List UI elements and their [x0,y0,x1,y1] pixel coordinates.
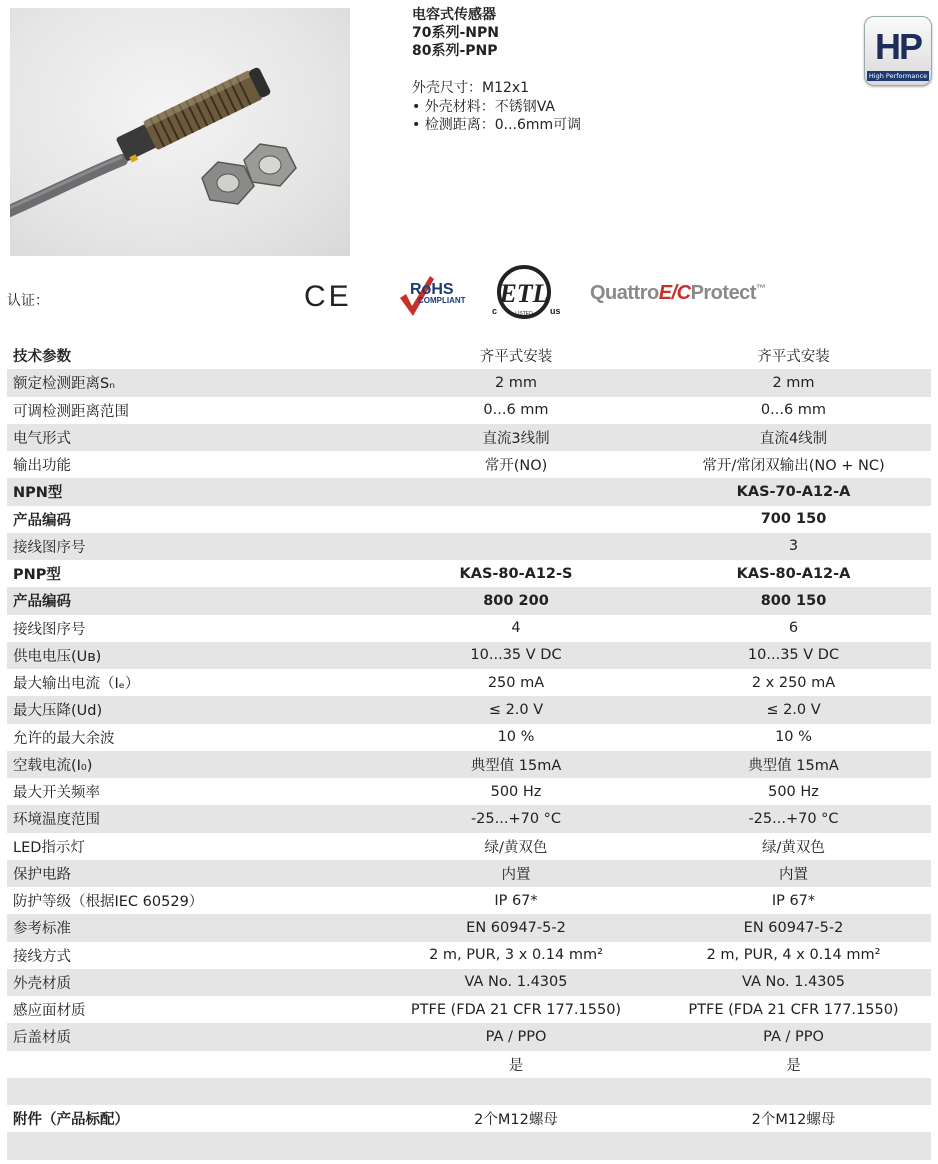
spec-row [7,615,931,642]
spec-row [7,805,931,832]
spec-row [7,1051,931,1078]
spec-value-col2: 700 150 [760,511,827,528]
spec-value-col1: EN 60947-5-2 [376,914,656,941]
spec-value-col1: 常开(NO) [484,458,548,475]
spec-row [7,696,931,723]
spec-value-col1 [376,478,656,505]
title-line: 70系列-NPN [412,25,499,41]
quattro-ec-text: E/C [658,282,691,304]
etl-us-text: us [550,306,561,316]
spec-value-col1 [376,533,656,560]
spec-value-col2 [656,1078,931,1105]
spec-value-col1: ≤ 2.0 V [376,696,656,723]
rohs-subtext: COMPLIANT [418,296,466,305]
spec-row [7,369,931,396]
spec-value-col1: 2个M12螺母 [474,1112,558,1129]
spec-value-col1: 10...35 V DC [376,642,656,669]
spec-value-col1: 10 % [497,729,535,746]
spec-value-col2: IP 67* [771,892,816,909]
spec-value-col2: 典型值 15mA [656,751,931,778]
spec-value-col2: KAS-80-A12-A [736,565,851,582]
spec-label: 最大开关频率 [13,785,100,802]
spec-label: 防护等级（根据IEC 60529） [13,894,204,911]
spec-row [7,478,931,505]
spec-value-col2: 2 x 250 mA [751,674,836,691]
spec-value-col2: 6 [788,620,799,637]
spec-label: 产品编码 [7,587,376,614]
spec-table-body [7,342,931,1160]
spec-row [7,969,931,996]
spec-label: 参考标准 [7,914,376,941]
spec-value-col1: 4 [511,620,521,637]
spec-label: 空载电流(I₀) [7,751,376,778]
spec-row [7,887,931,914]
spec-line: • 外壳材料：不锈钢VA [412,98,555,115]
etl-listed-logo [488,262,572,328]
spec-label: 保护电路 [7,860,376,887]
spec-value-col1: 250 mA [487,674,545,691]
etl-text: ETL [499,279,549,308]
spec-label [7,1132,376,1159]
spec-row [7,1078,931,1105]
hp-logo [864,16,932,86]
spec-label: 电气形式 [7,424,376,451]
spec-label: 感应面材质 [13,1003,86,1020]
spec-value-col2: 10 % [775,729,812,746]
spec-row [7,1105,931,1132]
rohs-logo [396,272,476,320]
spec-line: • 检测距离：0...6mm可调 [412,117,582,133]
spec-value-col2: ≤ 2.0 V [656,696,931,723]
spec-value-col2: 2个M12螺母 [751,1112,836,1129]
spec-value-col1: 绿/黄双色 [484,839,548,856]
summary-specs [412,79,581,135]
spec-value-col2: 齐平式安装 [757,349,830,366]
spec-label: 允许的最大余波 [13,730,115,747]
certification-label: 认证： [7,293,49,309]
trademark-text: ™ [755,283,766,295]
spec-value-col1: 0...6 mm [483,402,549,419]
spec-row [7,942,931,969]
spec-value-col2: 直流4线制 [656,424,931,451]
spec-line: 外壳尺寸：M12x1 [412,80,530,96]
title-line: 80系列-PNP [412,43,498,59]
spec-value-col2: PA / PPO [656,1023,931,1050]
spec-label: 技术参数 [13,349,71,366]
hp-logo-subtext: High Performance [868,72,928,80]
spec-label: 供电电压(Uʙ) [7,642,376,669]
spec-value-col2: 常开/常闭双输出(NO + NC) [702,458,885,475]
etl-listed-text: LISTED [515,311,533,317]
spec-value-col1: 是 [508,1057,524,1074]
spec-label: 最大压降(Ud) [7,696,376,723]
spec-row [7,451,931,478]
spec-label: 最大输出电流（Iₑ） [13,676,140,693]
spec-table [7,342,931,1160]
spec-row [7,1132,931,1159]
spec-value-col1: VA No. 1.4305 [376,969,656,996]
hp-logo-text: HP [874,26,921,67]
spec-label: 接线方式 [13,948,71,965]
spec-value-col1 [376,506,656,533]
spec-row [7,860,931,887]
spec-label: 可调检测距离范围 [13,403,129,420]
spec-value-col2: 2 mm [656,369,931,396]
rohs-text: RoHS [410,281,454,298]
spec-value-col1: PTFE (FDA 21 CFR 177.1550) [410,1001,622,1018]
spec-value-col2: 10...35 V DC [656,642,931,669]
spec-value-col1 [376,1132,656,1159]
spec-row [7,506,931,533]
spec-label: 附件（产品标配） [13,1112,129,1129]
spec-row [7,1023,931,1050]
spec-row [7,751,931,778]
spec-value-col1: 500 Hz [490,783,542,800]
spec-row [7,560,931,587]
quattro-text-b: Protect [690,282,756,304]
etl-c-text: c [492,306,498,316]
spec-value-col1: -25...+70 °C [376,805,656,832]
spec-row [7,342,931,369]
spec-label: 后盖材质 [7,1023,376,1050]
spec-label: PNP型 [13,567,61,584]
spec-value-col2: EN 60947-5-2 [656,914,931,941]
ce-mark: CE [304,280,352,313]
quattro-protect-logo [590,282,765,305]
spec-row [7,778,931,805]
quattro-text-a: Quattro [590,282,659,304]
spec-value-col1: 内置 [376,860,656,887]
spec-value-col2: 2 m, PUR, 4 x 0.14 mm² [706,947,881,964]
spec-value-col1: PA / PPO [376,1023,656,1050]
spec-value-col2: 3 [656,533,931,560]
spec-row [7,914,931,941]
spec-row [7,996,931,1023]
spec-value-col1 [376,1078,656,1105]
spec-value-col1: IP 67* [494,892,538,909]
spec-value-col2: VA No. 1.4305 [656,969,931,996]
spec-value-col1: KAS-80-A12-S [459,565,573,582]
spec-row [7,669,931,696]
spec-value-col2: 内置 [656,860,931,887]
spec-row [7,724,931,751]
spec-label: 输出功能 [13,458,71,475]
spec-value-col2: -25...+70 °C [656,805,931,832]
spec-value-col1: 2 mm [376,369,656,396]
spec-value-col2: PTFE (FDA 21 CFR 177.1550) [688,1001,899,1018]
spec-value-col1: 齐平式安装 [479,349,553,366]
spec-label [7,1051,376,1078]
spec-value-col2: 800 150 [656,587,931,614]
spec-value-col2: 0...6 mm [760,402,827,419]
spec-label: 接线图序号 [13,621,86,638]
title-line: 电容式传感器 [412,7,496,23]
spec-value-col2: 500 Hz [768,783,819,800]
spec-row [7,833,931,860]
spec-label: 接线图序号 [7,533,376,560]
spec-label: NPN型 [7,478,376,505]
spec-value-col2: KAS-70-A12-A [656,478,931,505]
spec-label: 环境温度范围 [7,805,376,832]
spec-value-col1: 直流3线制 [376,424,656,451]
spec-label: 外壳材质 [7,969,376,996]
spec-value-col2 [656,1132,931,1159]
spec-label: LED指示灯 [13,839,85,856]
spec-value-col1: 800 200 [376,587,656,614]
spec-row [7,533,931,560]
spec-value-col2: 绿/黄双色 [762,839,825,856]
spec-row [7,642,931,669]
spec-value-col2: 是 [786,1057,801,1074]
sensor-illustration [10,8,350,256]
spec-row [7,397,931,424]
product-photo [10,8,350,256]
spec-label [7,1078,376,1105]
spec-label: 额定检测距离Sₙ [7,369,376,396]
product-title [412,6,499,60]
spec-value-col1: 2 m, PUR, 3 x 0.14 mm² [429,947,603,964]
spec-value-col1: 典型值 15mA [376,751,656,778]
spec-row [7,587,931,614]
spec-label: 产品编码 [13,512,71,529]
spec-row [7,424,931,451]
